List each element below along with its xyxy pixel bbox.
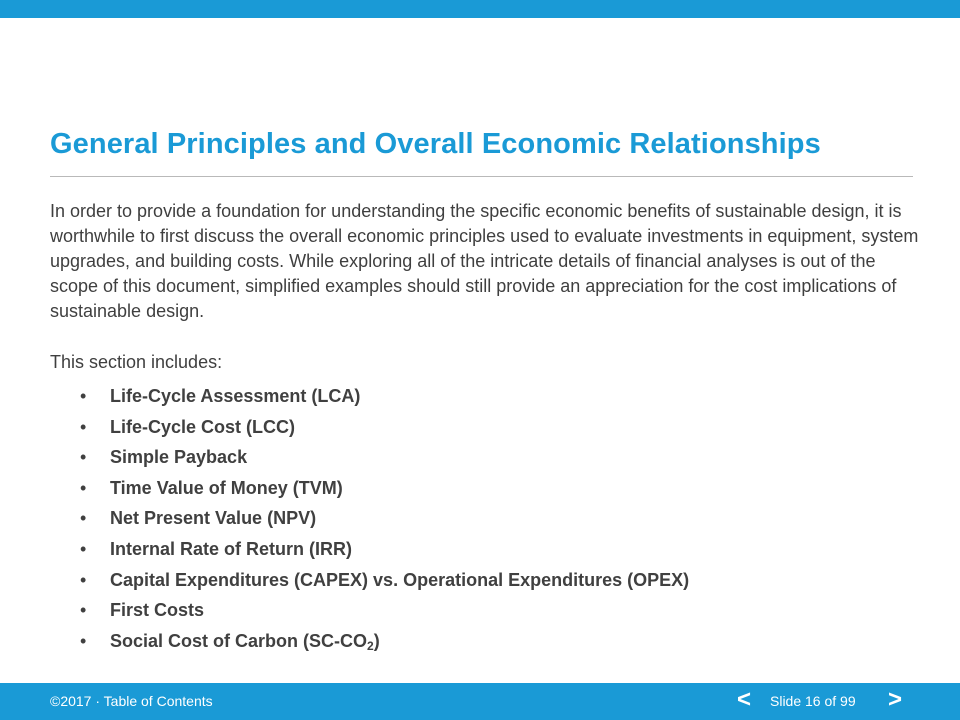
- topic-label: Net Present Value (NPV): [110, 508, 317, 529]
- co2-subscript: 2: [367, 638, 374, 653]
- title-divider: [50, 176, 913, 177]
- bullet-icon: •: [80, 569, 87, 590]
- list-item: [80, 442, 940, 473]
- next-slide-button[interactable]: >: [888, 686, 903, 713]
- footer-copyright: [50, 693, 213, 709]
- bullet-icon: •: [80, 386, 87, 406]
- list-item: [80, 534, 940, 565]
- slide-title: General Principles and Overall Economic Relationships: [50, 128, 821, 160]
- topic-label-text: Social Cost of Carbon (SC-CO: [110, 630, 368, 651]
- footer-bar: [0, 683, 960, 720]
- section-intro: This section includes:: [50, 352, 223, 372]
- intro-paragraph: In order to provide a foundation for understanding the specific economic benefits of sustainable design, it is worthwhile to first discuss the overall economic principles used to evaluate investments in equipment, system upgrades, and building costs. While exploring all of the intricate details of financial analyses is out of the scope of this document, simplified examples should still provide an appreciation for the cost implications of sustainable design.: [50, 201, 919, 321]
- topic-list: [80, 381, 940, 656]
- topic-label: Capital Expenditures (CAPEX) vs. Operational Expenditures (OPEX): [110, 569, 690, 590]
- topic-label: Life-Cycle Cost (LCC): [110, 416, 296, 437]
- top-accent-bar: [0, 0, 960, 18]
- list-item: [80, 565, 940, 596]
- copyright-text: ©2017 ·: [50, 693, 104, 709]
- list-item: [80, 381, 940, 412]
- topic-label: Time Value of Money (TVM): [110, 477, 343, 498]
- topic-label: First Costs: [110, 600, 205, 621]
- topic-label: Internal Rate of Return (IRR): [110, 538, 353, 559]
- list-item: [80, 473, 940, 504]
- topic-label-suffix: ): [373, 630, 380, 651]
- bullet-icon: •: [80, 600, 87, 621]
- bullet-icon: •: [80, 630, 87, 651]
- list-item: [80, 626, 940, 657]
- topic-label-social-cost-of-carbon: [110, 631, 380, 651]
- bullet-icon: •: [80, 508, 87, 529]
- list-item: [80, 595, 940, 626]
- list-item: [80, 412, 940, 443]
- bullet-icon: •: [80, 477, 87, 498]
- previous-slide-button[interactable]: <: [737, 686, 752, 713]
- topic-label: Simple Payback: [110, 447, 248, 468]
- bullet-icon: •: [80, 447, 87, 468]
- topic-label: Life-Cycle Assessment (LCA): [110, 386, 361, 406]
- slide-counter: Slide 16 of 99: [770, 693, 856, 709]
- bullet-icon: •: [80, 416, 87, 437]
- bullet-icon: •: [80, 538, 87, 559]
- list-item: [80, 503, 940, 534]
- table-of-contents-link[interactable]: Table of Contents: [103, 693, 213, 709]
